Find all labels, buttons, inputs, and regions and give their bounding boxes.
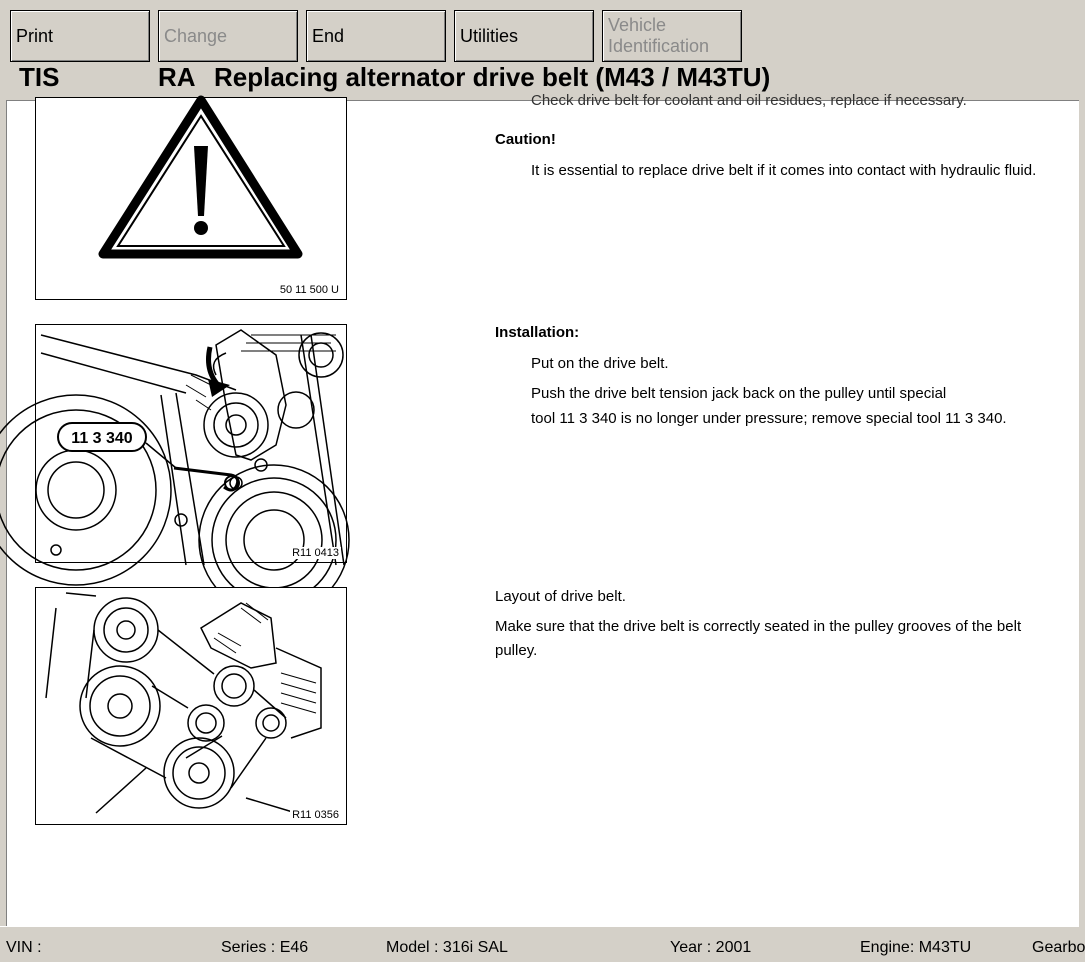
end-button[interactable]: End	[306, 10, 446, 62]
app-label: TIS	[19, 62, 60, 92]
figure-code: 50 11 500 U	[279, 284, 339, 296]
status-series: Series : E46	[221, 939, 309, 956]
cut-off-line: Check drive belt for coolant and oil residues, replace if necessary.	[531, 92, 967, 109]
vehicle-identification-button[interactable]	[602, 10, 742, 62]
status-bar	[0, 926, 1085, 962]
status-model: Model : 316i SAL	[386, 939, 508, 956]
document-code: RA	[158, 62, 196, 92]
seat-text-line-2: pulley.	[495, 642, 538, 659]
page-title: Replacing alternator drive belt (M43 / M43TU)	[214, 62, 771, 92]
seat-text-line-1: Make sure that the drive belt is correctly seated in the pulley grooves of the belt	[495, 618, 1022, 635]
tool-label: 11 3 340	[71, 430, 133, 447]
belt-layout-drawing	[36, 588, 346, 824]
layout-text: Layout of drive belt.	[495, 588, 626, 605]
change-button[interactable]: Change	[158, 10, 298, 62]
caution-text: It is essential to replace drive belt if it comes into contact with hydraulic fluid.	[531, 162, 1037, 179]
status-gearbox: Gearbo	[1032, 939, 1085, 956]
installation-step-1: Put on the drive belt.	[531, 355, 669, 372]
status-engine: Engine: M43TU	[860, 939, 972, 956]
installation-step-2-line-2: tool 11 3 340 is no longer under pressure; remove special tool 11 3 340.	[531, 410, 1007, 427]
figure-warning	[35, 97, 347, 300]
vehicle-id-line1: Vehicle	[608, 15, 667, 35]
utilities-button[interactable]: Utilities	[454, 10, 594, 62]
installation-heading: Installation:	[495, 324, 580, 341]
figure-belt-layout	[35, 587, 347, 825]
caution-heading: Caution!	[495, 131, 556, 148]
figure-code: R11 0356	[292, 809, 339, 821]
tensioner-drawing	[36, 325, 346, 562]
print-button[interactable]: Print	[10, 10, 150, 62]
figure-tensioner	[35, 324, 347, 563]
installation-step-2-line-1: Push the drive belt tension jack back on the pulley until special	[531, 385, 947, 402]
document-content[interactable]	[6, 92, 1079, 926]
warning-triangle-icon	[36, 98, 346, 299]
status-year: Year : 2001	[670, 939, 752, 956]
toolbar	[0, 0, 1079, 100]
status-vin: VIN :	[6, 939, 42, 956]
figure-code: R11 0413	[292, 547, 339, 559]
vehicle-id-line2: Identification	[608, 36, 710, 56]
